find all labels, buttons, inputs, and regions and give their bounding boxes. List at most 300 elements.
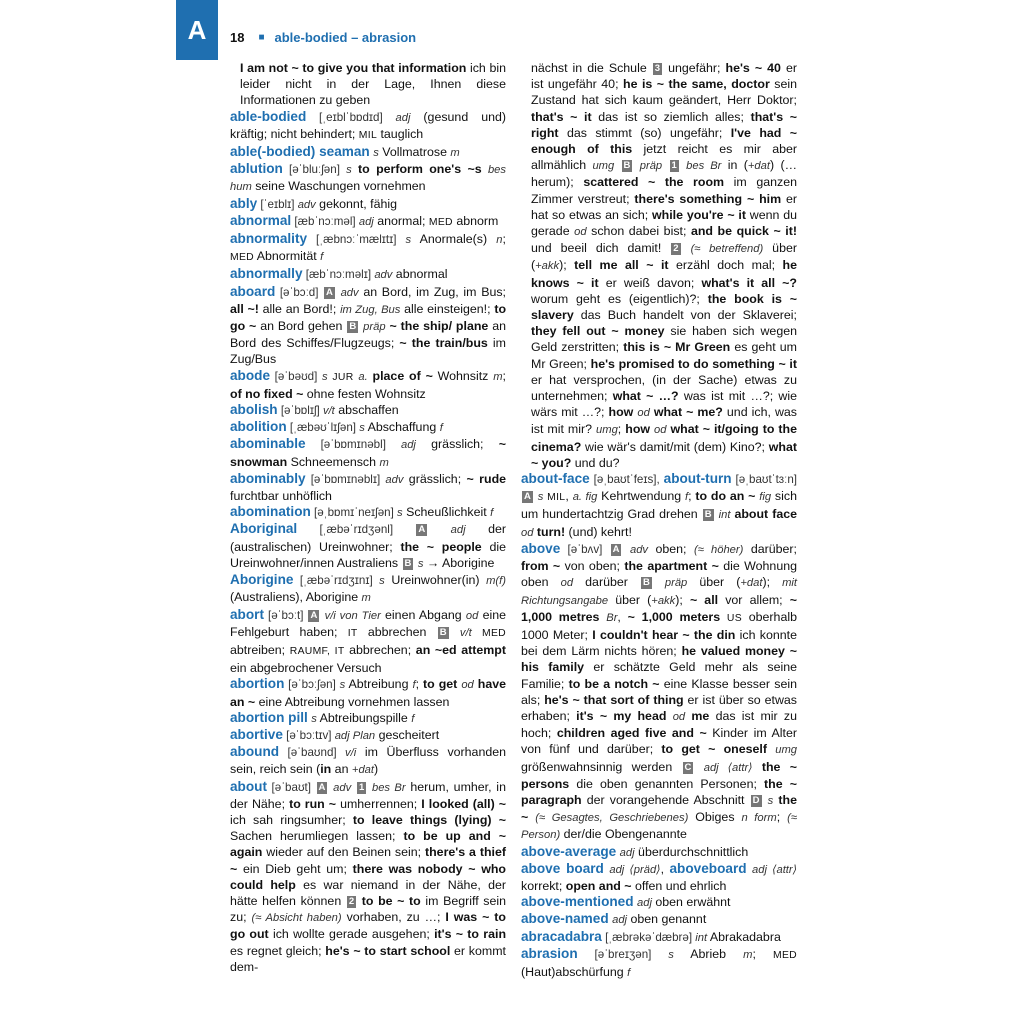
bold-phrase: he valued money ~ his family [521,644,797,675]
translation-text: an Bord gehen [256,319,347,334]
translation-text: vor allem; [718,592,790,607]
dictionary-entry [521,844,797,861]
translation-text: der (australischen) Ureinwohner; [230,522,506,554]
translation-text: ; [415,677,424,692]
translation-text: worum geht es (eigentlich)?; [531,291,708,306]
bold-phrase: and be quick ~ it! [690,224,797,239]
bold-phrase: there was nobody ~ who could help [230,861,506,892]
translation-text: die Wohnung oben [521,559,797,590]
translation-text: anormal; [373,213,429,228]
translation-text: das ist so ziemlich alles; [591,109,751,124]
grammar-label: adj ⟨präd⟩ [609,863,661,876]
translation-text: es geht um Mr Green; [531,340,797,371]
translation-text: (Australiens), Aborigine [230,590,362,605]
translation-text: offen und ehrlich [631,878,727,893]
translation-text: abbrechen [357,624,437,639]
headword: Aboriginal [230,521,298,537]
translation-text: Abrakadabra [707,929,781,944]
grammar-label: od [637,407,650,420]
dictionary-entry [230,504,506,521]
pronunciation: [ˈeɪblɪ] [257,197,298,211]
grammar-label: adj [619,846,635,859]
sense-marker: D [752,794,760,806]
grammar-label: (≈ betreffend) [690,243,764,256]
headword: abort [230,606,264,622]
translation-text [720,610,727,624]
headword: above-named [521,911,609,927]
field-label: JUR [332,371,354,383]
translation-text: überdurchschnittlich [634,844,749,859]
translation-text: ich wollte gerade ausgehen; [268,927,435,942]
bold-phrase: ~ all [689,592,719,607]
headword: abnormal [230,212,292,228]
grammar-label: od [560,577,574,590]
translation-text: schon dabei bist; [586,224,691,239]
headword: able-bodied [230,108,307,124]
bold-phrase: while you're ~ it [652,207,746,222]
dictionary-entry [230,196,506,213]
grammar-label: bes Br [686,160,722,173]
translation-text: ; [776,810,788,825]
pronunciation: [əˈbəʊd] [270,369,322,383]
bold-phrase: what's it all ~? [701,275,797,290]
pronunciation: [ˌæbrəkəˈdæbrə] [601,930,696,944]
translation-text: von oben; [560,559,625,574]
headword: aboard [230,283,276,299]
pronunciation: [əˈbaʊt] [267,780,316,794]
translation-text: ; [502,368,506,383]
translation-text: Abtreibung [345,677,413,692]
translation-text: Kehrtwendung [597,489,685,504]
headword: abominably [230,470,306,486]
dictionary-entry [521,946,797,981]
translation-text: sich um hundertachtzig Grad drehen [521,489,797,522]
translation-text: , [565,489,573,504]
grammar-label: adv [340,286,359,299]
headword: abnormality [230,231,308,247]
dictionary-entry [230,521,506,572]
translation-text: im Zug/Bus [230,336,506,367]
grammar-label: +dat [351,764,374,777]
translation-text: vorhaben, zu …; [341,910,446,925]
translation-text: ein abgebrochener Versuch [230,661,382,676]
bold-phrase: they fell out ~ money [531,324,665,339]
header-bullet: ■ [258,31,265,43]
grammar-label: adv [374,269,393,282]
sense-marker: A [524,491,531,503]
translation-text: er weiß davon; [598,275,702,290]
dictionary-entry [230,727,506,744]
sense-marker: A [418,524,426,536]
dictionary-entry [230,710,506,727]
dictionary-entry [230,572,506,606]
field-label: IT [347,627,358,639]
pronunciation: [æbˈnɔːməl] [291,214,359,228]
sense-marker: 3 [654,63,661,74]
headword: abolish [230,402,278,418]
grammar-label: +akk [535,260,560,273]
grammar-label: f [684,491,689,504]
translation-text: Abrieb [673,946,744,961]
bold-phrase: I couldn't hear ~ the din [592,627,736,642]
grammar-label: s [397,507,403,520]
translation-text [472,625,482,639]
headword: abolition [230,419,287,435]
translation-text: er hat so etwas an sich; [531,191,798,222]
grammar-label: umg [592,160,615,173]
translation-text: abnorm [452,213,499,228]
grammar-label: s [359,422,365,435]
bold-phrase: to get ~ oneself [661,742,767,757]
headword: above [521,540,561,556]
grammar-label: adj ⟨attr⟩ [703,761,753,774]
pronunciation: [əˈbɒlɪʃ] [277,404,323,418]
translation-text: Anormale(s) [411,232,497,247]
bold-phrase: of no fixed ~ [230,386,304,401]
translation-text: ohne festen Wohnsitz [303,386,426,401]
grammar-label: v/i [345,747,357,760]
translation-text: einen Abgang [380,607,466,622]
dictionary-entry [230,471,506,504]
bold-phrase: that's ~ it [531,109,592,124]
translation-text: gekonnt, fähig [315,196,398,211]
translation-text: sie haben sich wegen Geld zerstritten; [531,324,797,355]
bold-phrase: I was ~ to go out [230,910,506,942]
dictionary-entry [230,109,506,144]
dictionary-entry [521,911,797,928]
translation-text: und ich, was ist mit mir? [531,405,797,437]
field-label: MIL [358,129,378,141]
bold-phrase: it's ~ my head [576,708,667,723]
grammar-label: s [311,712,317,725]
grammar-label: (≈ höher) [693,543,744,556]
pronunciation: [əˈbʌv] [560,542,610,556]
dictionary-entry [230,402,506,419]
bold-phrase: there's something ~ him [634,191,782,206]
translation-text: er hat versprochen, (in der Sache) etwas zu unternehmen; [531,372,797,404]
grammar-label: mit Richtungsangabe [521,577,798,607]
translation-text: ungefähr; [663,61,726,75]
headword: above board [521,860,604,876]
bold-phrase: from ~ [521,559,561,574]
grammar-label: m [361,592,371,605]
bold-phrase: to run ~ [289,796,337,811]
translation-text: abtreiben; [230,642,290,657]
bold-phrase: children aged five and ~ [556,726,707,741]
headword: abomination [230,504,311,520]
sense-marker: B [439,626,447,638]
bold-phrase: how [608,405,634,420]
bold-phrase: the ~ paragraph [521,776,798,807]
translation-text: → Aborigine [423,555,495,570]
grammar-label: s [668,948,674,961]
grammar-label: adv [297,198,316,211]
translation-text: (gesund und) kräftig; nicht behindert; [230,109,506,141]
dictionary-entry [230,676,506,709]
pronunciation: [əˈbɔːt] [263,608,308,622]
translation-text [653,575,665,589]
bold-phrase: I am not ~ to give you that information [240,61,467,75]
grammar-label: (≈ Absicht haben) [251,912,342,925]
translation-text: es regnet gleich; [230,943,326,958]
translation-text [428,522,450,536]
bold-phrase: he knows ~ it [531,258,797,290]
dictionary-entry [230,231,506,266]
headword: about-turn [663,471,732,487]
translation-text: ; [617,422,626,437]
translation-text: über ( [608,592,652,607]
sense-marker: B [404,557,412,569]
translation-text: abnormal [392,267,448,282]
headword: above-average [521,843,617,859]
translation-text: wenn du gerade [531,207,798,239]
translation-text: größenwahnsinnig werden [521,759,682,774]
field-label: RAUMF, IT [289,645,345,657]
grammar-label: f [411,712,415,725]
grammar-label: adj [450,524,466,537]
dictionary-entry [230,144,506,161]
translation-text: die oben genannten Personen; [569,776,765,791]
sense-marker: C [684,761,692,773]
translation-text: und beeil dich damit! [531,241,671,256]
grammar-label: v/i von Tier [324,609,381,622]
translation-text: Abtreibungspille [316,710,412,725]
bold-phrase: how [625,422,651,437]
grammar-label: m [450,147,460,160]
grammar-label: adj [358,215,374,228]
translation-text: Sachen herumliegen lassen; [230,829,404,844]
translation-text: ; [502,232,506,247]
translation-text: Schneemensch [287,454,380,469]
translation-text: gescheitert [375,727,440,742]
pronunciation: [ˌæbnɔːˈmælɪtɪ] [307,233,406,247]
bold-phrase: have an ~ [230,677,507,709]
grammar-label: od [672,710,686,723]
bold-phrase: to be ~ to [357,893,421,908]
grammar-label: s [537,491,544,504]
translation-text: es war niemand in der Nähe, der hätte helfen können [230,877,506,908]
translation-text: korrekt; [521,878,566,893]
bold-phrase: to do an ~ [695,489,756,504]
dictionary-entry [230,419,506,436]
translation-text [622,542,629,556]
translation-text: über ( [531,241,797,273]
grammar-label: a. fig [572,491,598,504]
grammar-label: s [405,234,412,247]
bold-phrase: to perform one's ~s [351,162,482,177]
translation-text: er kommt dem- [230,943,506,974]
headword: abominable [230,436,306,452]
grammar-label: f [439,422,443,435]
dictionary-entry [521,861,797,894]
translation-text: sein Zustand hat sich kaum geändert, Herr Doktor; [531,77,797,108]
translation-text: ); [675,592,690,607]
translation-text: abschaffen [334,403,399,418]
sense-marker: B [704,509,712,521]
pronunciation: [əˌbɒmɪˈneɪʃən] [310,506,398,520]
translation-text: was ist mit …?; wie wärs mit …?; [531,389,798,420]
sense-marker: 2 [348,895,355,907]
translation-text: Wohnsitz [432,368,494,383]
translation-text: alle an Bord!; [258,301,341,316]
grammar-label: adv [385,473,404,486]
pronunciation: [əˈbaʊnd] [279,746,346,760]
translation-text [351,780,356,794]
headword: abode [230,367,271,383]
bold-phrase: he's ~ 40 [725,61,781,75]
pronunciation: [əˈbɔːʃən] [284,678,340,692]
section-letter-tab: A [176,0,218,60]
grammar-label: f [320,251,324,264]
grammar-label: s [321,370,328,383]
grammar-label: n form [741,812,777,825]
translation-text: ); [762,575,783,590]
pronunciation: [əˈbreɪʒən] [577,947,669,961]
dictionary-entry [230,161,506,195]
bold-phrase: to leave things (lying) ~ [352,812,506,827]
dictionary-entry [230,607,506,677]
translation-text: im ganzen Zimmer verstreut; [531,175,797,206]
grammar-label: +akk [651,594,676,607]
bold-phrase: what ~ it/going to the cinema? [531,422,798,454]
bold-phrase: he is ~ the same, doctor [623,77,770,92]
headword: abortion [230,676,285,692]
headword: above-mentioned [521,894,634,910]
grammar-label: a. [358,370,368,383]
translation-text: tauglich [377,126,424,141]
translation-text: ich konnte bei dem Lärm nichts hören; [521,627,797,659]
dictionary-entry [230,60,506,109]
dictionary-entry [230,266,506,283]
bold-phrase: this is ~ Mr Green [623,340,731,355]
translation-text: (Haut)abschürfung [521,964,628,979]
grammar-label: s [417,557,424,570]
grammar-label: adj [400,439,416,452]
grammar-label: +dat [740,577,763,590]
translation-text [767,742,775,756]
grammar-label: bes Br [371,781,406,794]
translation-text: er schätzte Geld mehr als seine Familie; [521,660,798,691]
translation-text: ) [374,762,379,777]
bold-phrase: he's ~ that sort of thing [544,692,684,707]
grammar-label: umg [596,424,618,437]
bold-phrase: to go ~ [230,301,507,334]
bold-phrase: about face [730,507,797,522]
translation-text: oben erwähnt [651,895,731,910]
dictionary-entry [230,744,506,778]
headword: aboveboard [669,860,747,876]
grammar-label: od [461,679,474,692]
sense-marker: B [349,321,357,333]
bold-phrase: the ~ [521,792,797,825]
translation-text: wieder auf den Beinen sein; [262,845,425,860]
headword: ably [230,195,258,211]
pronunciation: [əˌbaʊtˈtɜːn] [731,473,798,487]
translation-text: das ist mir zu hoch; [521,708,797,741]
sense-marker: A [325,286,333,298]
bold-phrase: that's ~ right [531,109,797,140]
translation-text: jetzt reicht es mir aber allmählich [531,142,797,173]
headword: about-face [521,471,590,487]
grammar-label: (≈ Person) [521,812,797,842]
sense-marker: A [612,543,620,555]
pronunciation: [əˌbaʊtˈfeɪs], [589,473,664,487]
dictionary-entry [230,213,506,231]
bold-phrase: turn! [533,524,566,539]
translation-text: Abschaffung [364,420,440,435]
grammar-label: adj [612,914,628,927]
sense-marker: 1 [671,160,677,172]
headword: ablution [230,161,283,177]
grammar-label: +dat [747,160,770,173]
bold-phrase: ~ 1,000 meters [627,609,721,624]
grammar-label: f [627,966,631,979]
translation-text: ein Dieb geht um; [237,861,353,876]
translation-text: Obiges [688,810,742,825]
grammar-label: präp [664,577,688,590]
pronunciation: [əˈbɒmɪnəbl] [305,438,401,452]
headword: abrasion [521,945,578,961]
translation-text: oben genannt [627,912,707,927]
grammar-label: od [465,609,479,622]
translation-text: seine Waschungen vornehmen [251,179,426,194]
bold-phrase: he's ~ to start school [325,943,451,958]
bold-phrase: there's a thief ~ [230,845,506,876]
sense-marker: A [310,609,318,621]
grammar-label: v/t [459,626,472,639]
translation-text: an Bord des Schiffes/Flugzeugs; [230,319,507,351]
translation-text: ); [559,258,575,273]
column-left [230,60,506,975]
translation-text: umherrennen; [336,796,422,811]
grammar-label: v/t [322,405,335,418]
sense-marker: A [318,781,326,793]
translation-text: darüber [573,575,640,590]
translation-text [662,158,668,172]
bold-phrase: what ~ you? [531,439,797,470]
grammar-label: präp [639,160,663,173]
translation-text: ; [752,946,773,961]
page-number: 18 [230,29,245,45]
grammar-label: präp [363,321,386,334]
pronunciation: [æbˈnɔːməlɪ] [302,268,375,282]
bold-phrase: ~ the train/bus [399,336,488,351]
grammar-label: fig [759,491,772,504]
translation-text: herum, umher, in der Nähe; [230,779,506,811]
grammar-label: umg [775,744,797,757]
translation-text: das Buch handelt von der Sklaverei; [573,308,797,323]
headword: abound [230,744,280,760]
headword: abracadabra [521,928,602,944]
grammar-label: s [767,794,774,807]
translation-text: eine Fehlgeburt haben; [230,607,506,639]
grammar-label: adj [395,111,411,124]
grammar-label: adv [333,781,352,794]
grammar-label: adj ⟨attr⟩ [752,863,797,876]
translation-text: er ist über so etwas erhaben; [521,692,797,723]
translation-text: an [331,762,352,777]
bold-phrase: the ~ people [400,539,482,554]
dictionary-entry [521,894,797,911]
pronunciation: [əˈbɒmɪnəblɪ] [305,472,386,486]
grammar-label: s [373,147,379,160]
sense-marker: B [642,577,650,589]
bold-phrase: I've had ~ enough of this [531,125,797,157]
translation-text [450,625,460,639]
sense-marker: 2 [673,243,679,255]
headword: about [230,778,267,794]
translation-text: wie wär's damit/mit (dem) Kino?; [581,439,769,454]
